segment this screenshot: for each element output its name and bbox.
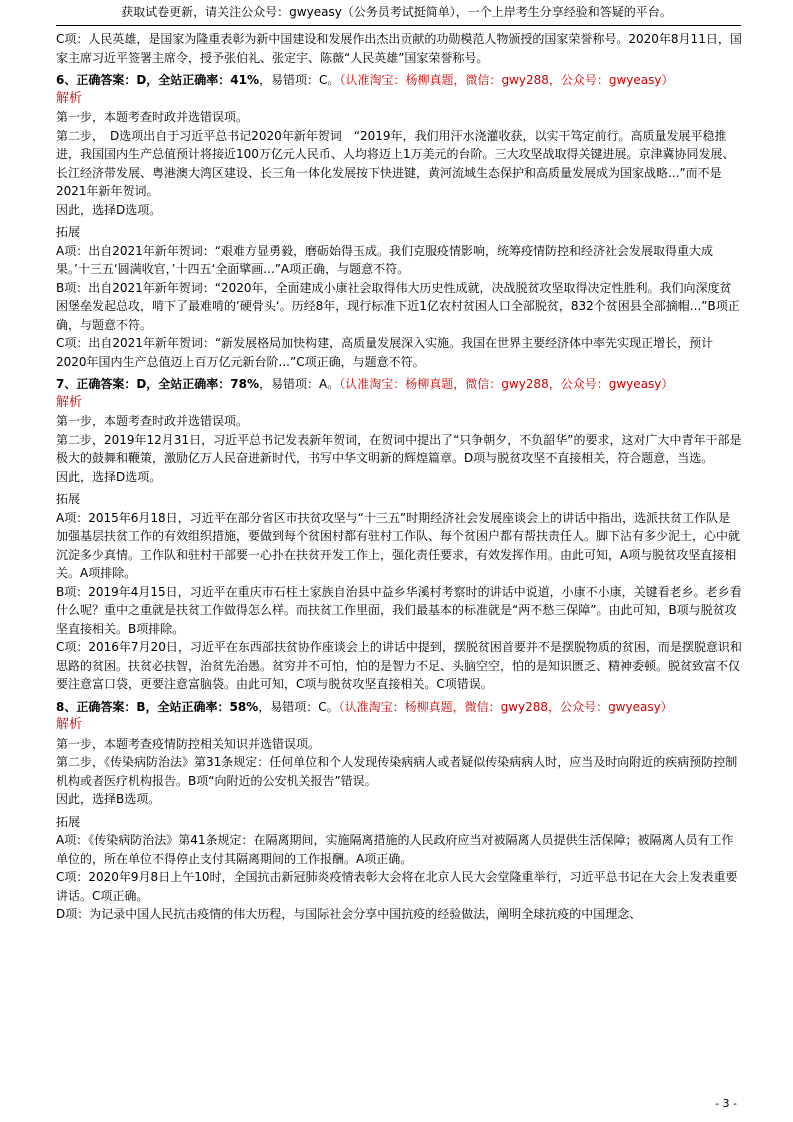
q6-option-a: A项：出自2021年新年贺词：“艰难方显勇毅，磨砺始得玉成。我们克服疫情影响，统筹疫情防控和经济社会发展取得重大成果。’十三五‘圆满收官，’十四五‘全面擘画...”A项正确，与题意不符。 xyxy=(56,243,713,276)
q6-wrong-option: ，易错项：C。 xyxy=(259,73,340,87)
q7-option-a: A项：2015年6月18日，习近平在部分省区市扶贫攻坚与“十三五”时期经济社会发展座谈会上的讲话中指出，选派扶贫工作队是加强基层扶贫工作的有效组织措施，要做到每个贫困村都有驻村工作队、每个贫困户都有帮扶责任人。脚下沾有多少泥土，心中就沉淀多少真情。工作队和驻村干部要一心扑在扶贫开发工作上，强化责任要求，有效发挥作用。由此可知，A项与脱贫攻坚直接相关。A项排除。 xyxy=(56,510,741,580)
q8-jiexi-heading: 解析 xyxy=(56,717,83,732)
q6-option-c: C项：出自2021年新年贺词：“新发展格局加快构建，高质量发展深入实施。我国在世界主要经济体中率先实现正增长，预计2020年国内生产总值迈上百万亿元新台阶...”C项正确，与题意不符。 xyxy=(56,336,714,369)
page-number: - 3 - xyxy=(715,1097,737,1110)
q6-answer-line xyxy=(56,71,742,90)
q7-ad: （认准淘宝：杨柳真题，微信：gwy288，公众号：gwyeasy） xyxy=(339,377,674,391)
q7-conclusion: 因此，选择D选项。 xyxy=(56,469,162,484)
q6-tuozhan-heading: 拓展 xyxy=(56,225,81,239)
q8-step2: 第二步，《传染病防治法》第31条规定：任何单位和个人发现传染病病人或者疑似传染病病人时，应当及时向附近的疾病预防控制机构或者医疗机构报告。B项“向附近的公安机关报告”错误。 xyxy=(56,755,738,788)
q7-wrong-option: ，易错项：A。 xyxy=(259,377,340,391)
q7-option-b: B项：2019年4月15日，习近平在重庆市石柱土家族自治县中益乡华溪村考察时的讲话中说道，小康不小康，关键看老乡。老乡看什么呢？重中之重就是扶贫工作做得怎么样。而扶贫工作里面，我们最基本的标准就是“两不愁三保障”。由此可知，B项与脱贫攻坚直接相关。B项排除。 xyxy=(56,584,742,636)
q6-step2: 第二步， D选项出自于习近平总书记2020年新年贺词 “2019年，我们用汗水浇灌收获，以实干笃定前行。高质量发展平稳推进，我国国内生产总值预计将接近100万亿元人民币、人均将迈上1万美元的台阶。三大攻坚战取得关键进展。京津冀协同发展、长江经济带发展、粤港澳大湾区建设、长三角一体化发展按下快进键，黄河流域生态保护和高质量发展成为国家战略...”而不是2021年新年贺词。 xyxy=(56,128,735,198)
q7-option-c: C项：2016年7月20日，习近平在东西部扶贫协作座谈会上的讲话中提到，摆脱贫困首要并不是摆脱物质的贫困，而是摆脱意识和思路的贫困。扶贫必扶智，治贫先治愚。贫穷并不可怕，怕的是智力不足、头脑空空，怕的是知识匮乏、精神委顿。脱贫致富不仅要注意富口袋，更要注意富脑袋。由此可知，C项与脱贫攻坚直接相关。C项错误。 xyxy=(56,640,742,691)
q6-step1: 第一步，本题考查时政并选错误项。 xyxy=(56,110,249,124)
q6-jiexi-heading: 解析 xyxy=(56,90,83,106)
q7-step2: 第二步，2019年12月31日，习近平总书记发表新年贺词，在贺词中提出了“只争朝夕，不负韶华”的要求，这对广大中青年干部是极大的鼓舞和鞭策，激励亿万人民奋进新时代，书写中华文明新的辉煌篇章。D项与脱贫攻坚不直接相关，符合题意，当选。 xyxy=(56,432,742,465)
q7-tuozhan-heading: 拓展 xyxy=(56,492,81,506)
q8-answer-line xyxy=(56,698,742,717)
q8-option-a: A项：《传染病防治法》第41条规定：在隔离期间，实施隔离措施的人民政府应当对被隔离人员提供生活保障；被隔离人员有工作单位的，所在单位不得停止支付其隔离期间的工作报酬。A项正确。 xyxy=(56,833,734,866)
q7-jiexi-heading: 解析 xyxy=(56,394,83,410)
q8-option-d: D项：为记录中国人民抗击疫情的伟大历程，与国际社会分享中国抗疫的经验做法，阐明全球抗疫的中国理念、 xyxy=(56,907,642,921)
page-content xyxy=(56,30,742,924)
q7-answer-line xyxy=(56,375,742,394)
header-rule xyxy=(56,25,741,26)
q8-answer: 8、正确答案：B，全站正确率：58% xyxy=(56,699,259,714)
q8-option-c: C项：2020年9月8日上午10时，全国抗击新冠肺炎疫情表彰大会将在北京人民大会堂隆重举行，习近平总书记在大会上发表重要讲话。C项正确。 xyxy=(56,870,738,903)
q6-answer: 6、正确答案：D，全站正确率：41% xyxy=(56,73,260,87)
q8-wrong-option: ，易错项：C。 xyxy=(258,699,339,714)
q6-option-b: B项：出自2021年新年贺词：“2020年，全面建成小康社会取得伟大历史性成就，决战脱贫攻坚取得决定性胜利。我们向深度贫困堡垒发起总攻，啃下了最难啃的’硬骨头‘。历经8年，现行标准下近1亿农村贫困人口全部脱贫，832个贫困县全部摘帽...”B项正确，与题意不符。 xyxy=(56,280,740,332)
q6-ad: （认准淘宝：杨柳真题，微信：gwy288，公众号：gwyeasy） xyxy=(339,73,674,87)
page-header: 获取试卷更新，请关注公众号：gwyeasy（公务员考试挺简单），一个上岸考生分享经验和答疑的平台。 xyxy=(121,5,672,19)
q5-option-c: C项：人民英雄，是国家为隆重表彰为新中国建设和发展作出杰出贡献的功勋模范人物颁授的国家荣誉称号。2020年8月11日，国家主席习近平签署主席令，授予张伯礼、张定宇、陈薇“人民英雄”国家荣誉称号。 xyxy=(56,32,742,65)
q8-conclusion: 因此，选择B选项。 xyxy=(56,792,161,806)
q7-step1: 第一步，本题考查时政并选错误项。 xyxy=(56,414,249,428)
q8-tuozhan-heading: 拓展 xyxy=(56,814,81,829)
q7-answer: 7、正确答案：D，全站正确率：78% xyxy=(56,377,260,391)
q8-ad: （认准淘宝：杨柳真题，微信：gwy288，公众号：gwyeasy） xyxy=(338,699,673,714)
q6-conclusion: 因此，选择D选项。 xyxy=(56,202,162,217)
q8-step1: 第一步，本题考查疫情防控相关知识并选错误项。 xyxy=(56,736,321,751)
